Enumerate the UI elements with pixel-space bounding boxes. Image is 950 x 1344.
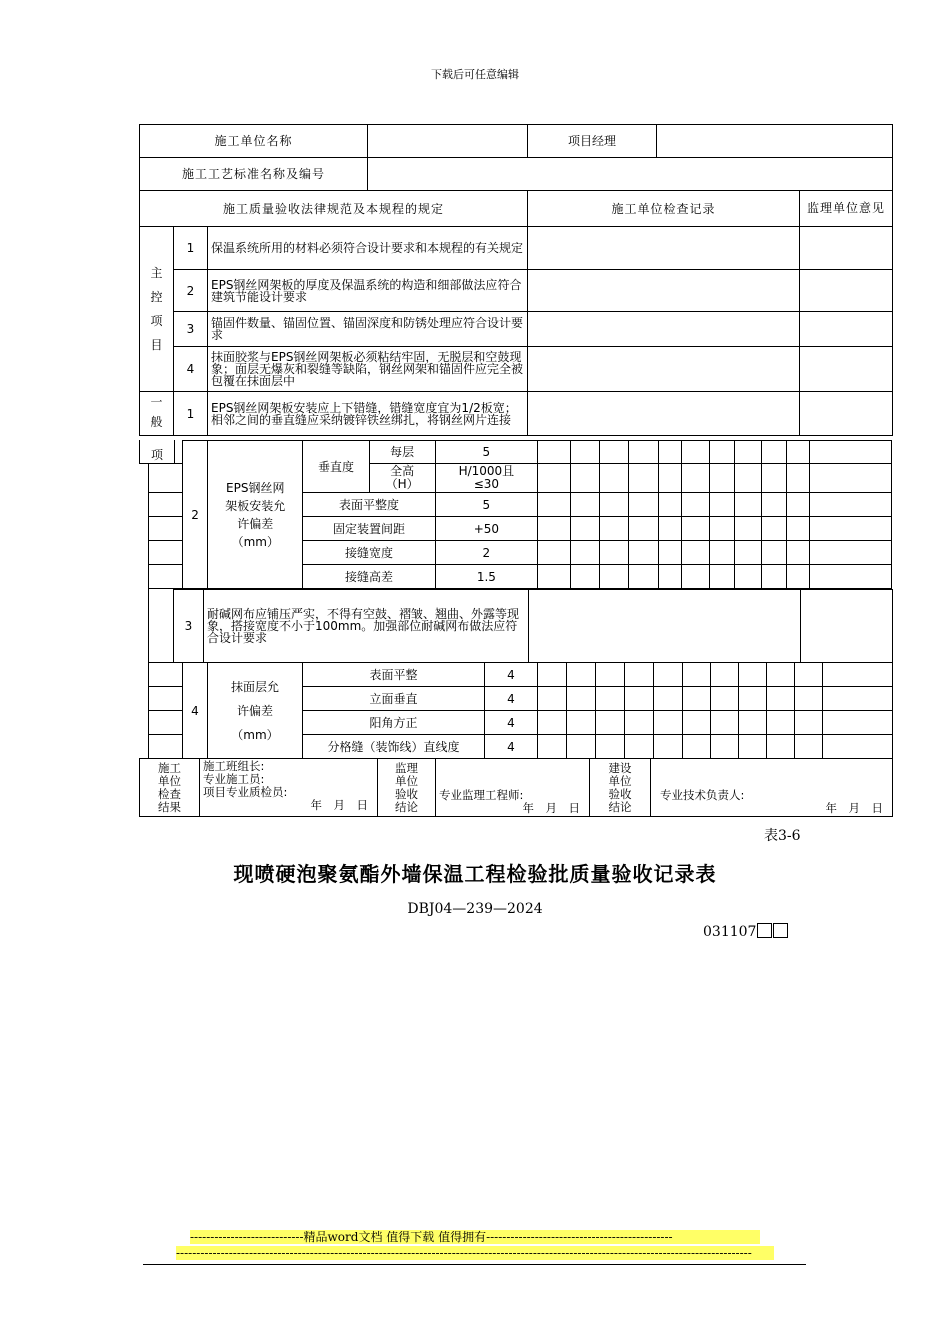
record-cell[interactable] bbox=[528, 347, 800, 392]
general-item-text: EPS钢丝网架板安装应上下错缝，错缝宽度宜为1/2板宽；相邻之间的垂直缝应采纳镀锌铁丝绑扎，将钢丝网片连接 bbox=[208, 392, 528, 436]
table-number: 表3-6 bbox=[764, 828, 801, 844]
check-value: 5 bbox=[435, 493, 537, 517]
check-value: 4 bbox=[485, 711, 538, 735]
supervisor-sign-area[interactable]: 专业监理工程师: 年 月 日 bbox=[436, 759, 590, 817]
record-cell[interactable] bbox=[528, 227, 800, 270]
supervisor-cell[interactable] bbox=[800, 312, 893, 347]
form-title: 现喷硬泡聚氨酯外墙保温工程检验批质量验收记录表 bbox=[233, 862, 717, 886]
vert-label: 垂直度 bbox=[303, 441, 369, 493]
main-group-label: 主 控 项 目 bbox=[140, 227, 174, 392]
check-name: 接缝高差 bbox=[303, 565, 435, 589]
main-item-no: 2 bbox=[174, 270, 208, 312]
item4-label: 抹面层允许偏差（mm） bbox=[208, 663, 303, 759]
check-value: 1.5 bbox=[435, 565, 537, 589]
construction-sign-area[interactable]: 施工班组长: 专业施工员: 项目专业质检员: 年 月 日 bbox=[200, 759, 378, 817]
col-supervisor: 监理单位意见 bbox=[800, 191, 893, 227]
construction-label: 施工单位检查结果 bbox=[140, 759, 200, 817]
supervisor-cell[interactable] bbox=[800, 347, 893, 392]
main-item-no: 3 bbox=[174, 312, 208, 347]
check-value: H/1000且≤30 bbox=[435, 464, 537, 493]
main-item-no: 4 bbox=[174, 347, 208, 392]
signature-table bbox=[139, 758, 893, 817]
check-value: 5 bbox=[435, 441, 537, 464]
supervisor-cell[interactable] bbox=[801, 590, 893, 663]
general-item-text: 耐碱网布应铺压严实，不得有空鼓、褶皱、翘曲、外露等现象，搭接宽度不小于100mm。加强部位耐碱网布做法应符合设计要求 bbox=[204, 590, 529, 663]
main-item-text: EPS钢丝网架板的厚度及保温系统的构造和细部做法应符合建筑节能设计要求 bbox=[208, 270, 528, 312]
col-record: 施工单位检查记录 bbox=[528, 191, 800, 227]
record-cell[interactable] bbox=[528, 270, 800, 312]
footer-rule bbox=[143, 1264, 806, 1265]
footer-banner-2: ---------------------------------------------------------------------------------------------------------------------------------------------- bbox=[176, 1246, 774, 1260]
main-item-text: 抹面胶浆与EPS钢丝网架板必须粘结牢固，无脱层和空鼓现象；面层无爆灰和裂缝等缺陷，钢丝网架和锚固件应完全被包覆在抹面层中 bbox=[208, 347, 528, 392]
general-item-no: 4 bbox=[183, 663, 208, 759]
pm-label: 项目经理 bbox=[528, 125, 657, 157]
header-note: 下载后可任意编辑 bbox=[431, 68, 519, 81]
col-regulation: 施工质量验收法律规范及本规程的规定 bbox=[140, 191, 528, 227]
builder-sign-area[interactable]: 专业技术负责人: 年 月 日 bbox=[651, 759, 893, 817]
form-table-top bbox=[139, 124, 893, 436]
code-box[interactable] bbox=[773, 923, 788, 938]
general-group-label: 一 般 bbox=[140, 392, 174, 436]
check-value: 4 bbox=[485, 663, 538, 687]
record-cell[interactable] bbox=[528, 312, 800, 347]
check-name: 表面平整度 bbox=[303, 493, 435, 517]
pm-value[interactable] bbox=[657, 125, 892, 157]
item2-table bbox=[148, 440, 892, 589]
supervisor-label: 监理单位验收结论 bbox=[378, 759, 436, 817]
check-name: 全高（H） bbox=[369, 464, 435, 493]
item2-label: EPS钢丝网架板安装允许偏差（mm） bbox=[208, 441, 303, 589]
std-value[interactable] bbox=[368, 158, 893, 191]
unit-name-value[interactable] bbox=[368, 125, 528, 158]
std-label: 施工工艺标准名称及编号 bbox=[140, 158, 368, 191]
check-value: +50 bbox=[435, 517, 537, 541]
check-name: 分格缝（装饰线）直线度 bbox=[303, 735, 485, 759]
item4-table bbox=[148, 662, 893, 759]
item3-table bbox=[173, 589, 893, 663]
check-name: 接缝宽度 bbox=[303, 541, 435, 565]
record-cell[interactable] bbox=[528, 392, 800, 436]
builder-label: 建设单位验收结论 bbox=[590, 759, 651, 817]
general-item-no: 3 bbox=[174, 590, 204, 663]
form-code: 031107 bbox=[703, 923, 788, 940]
supervisor-cell[interactable] bbox=[800, 227, 893, 270]
code-box[interactable] bbox=[757, 923, 772, 938]
general-item-no: 1 bbox=[174, 392, 208, 436]
unit-name-label: 施工单位名称 bbox=[140, 125, 368, 158]
standard-number: DBJ04—239—2024 bbox=[407, 901, 543, 917]
main-item-text: 保温系统所用的材料必须符合设计要求和本规程的有关规定 bbox=[208, 227, 528, 270]
general-item-no: 2 bbox=[183, 441, 208, 589]
supervisor-cell[interactable] bbox=[800, 270, 893, 312]
main-item-text: 锚固件数量、锚固位置、锚固深度和防锈处理应符合设计要求 bbox=[208, 312, 528, 347]
general-group-label-cont: 项 bbox=[139, 440, 175, 464]
main-item-no: 1 bbox=[174, 227, 208, 270]
check-name: 阳角方正 bbox=[303, 711, 485, 735]
supervisor-cell[interactable] bbox=[800, 392, 893, 436]
check-name: 固定装置间距 bbox=[303, 517, 435, 541]
footer-banner-1: ----------------------------精品word文档 值得下载 值得拥有---------------------------------------------- bbox=[190, 1230, 760, 1244]
check-value: 4 bbox=[485, 687, 538, 711]
check-value: 2 bbox=[435, 541, 537, 565]
record-cell[interactable] bbox=[529, 590, 801, 663]
check-name: 立面垂直 bbox=[303, 687, 485, 711]
check-value: 4 bbox=[485, 735, 538, 759]
check-name: 表面平整 bbox=[303, 663, 485, 687]
check-name: 每层 bbox=[369, 441, 435, 464]
